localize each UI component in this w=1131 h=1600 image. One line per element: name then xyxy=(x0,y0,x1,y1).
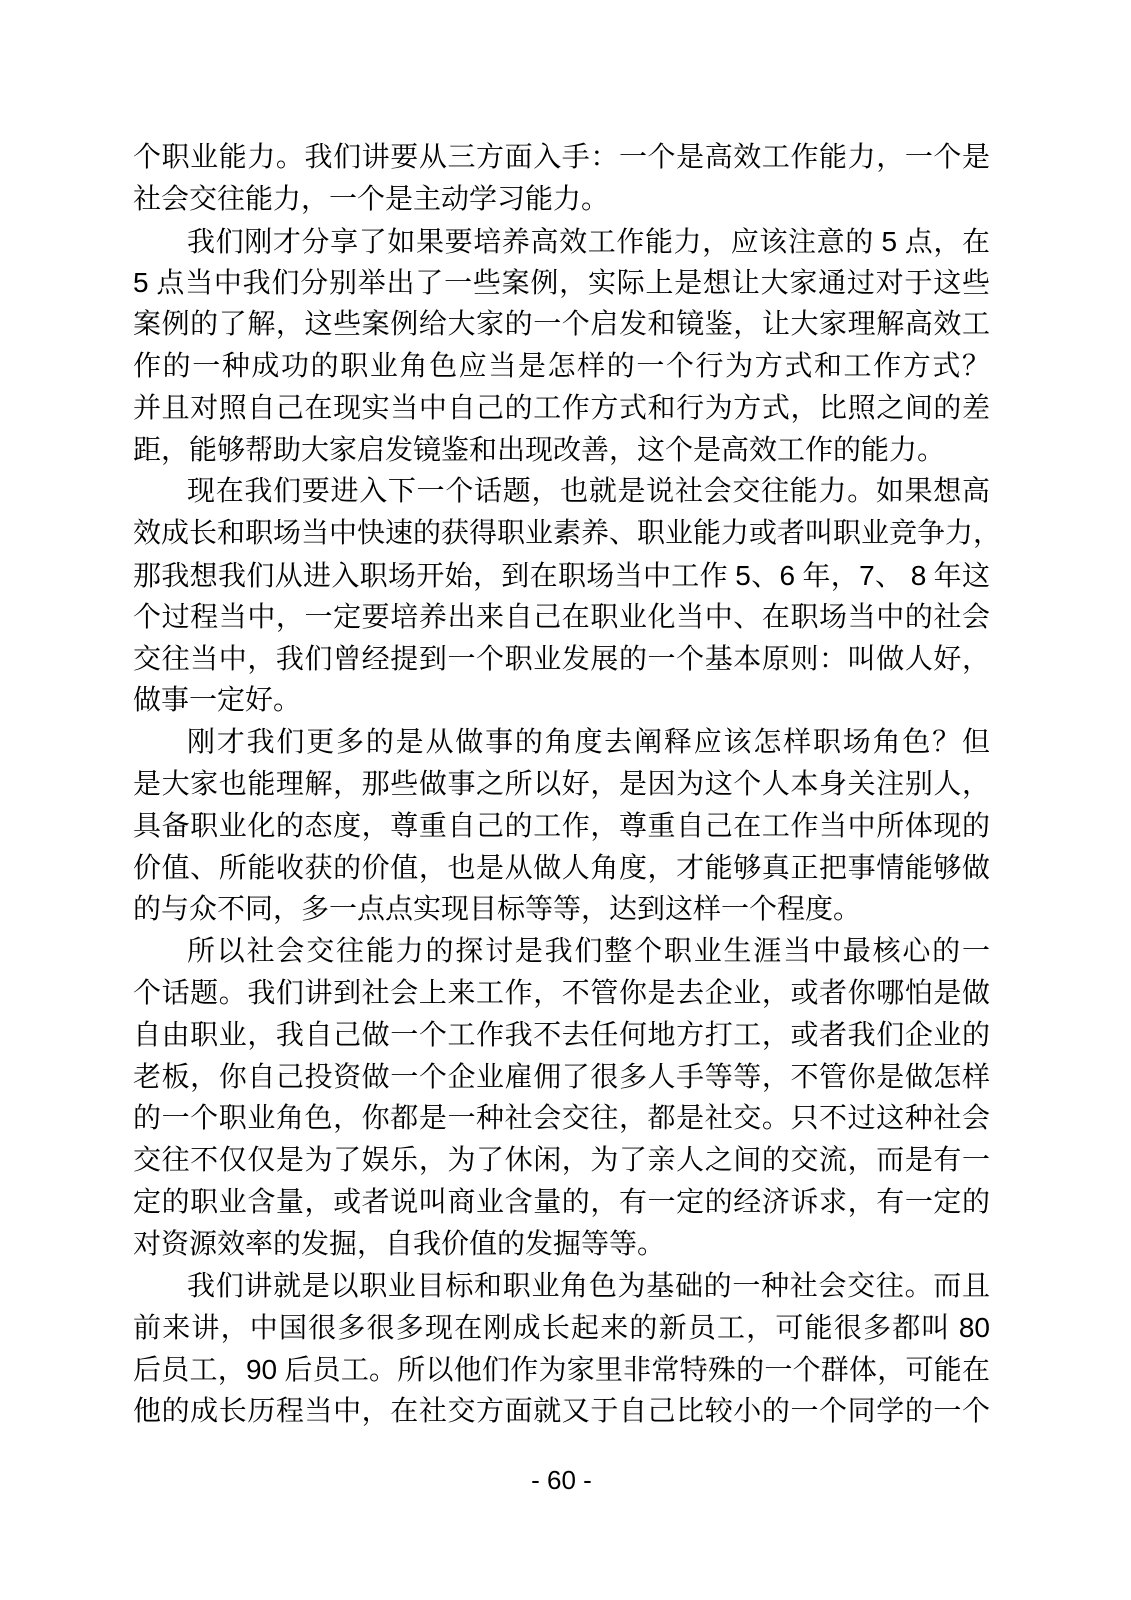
text-line: 前来讲，中国很多很多现在刚成长起来的新员工，可能很多都叫 80 xyxy=(133,1312,990,1345)
text-line: 5 点当中我们分别举出了一些案例，实际上是想让大家通过对于这些 xyxy=(133,267,990,300)
text-line: 现在我们要进入下一个话题，也就是说社会交往能力。如果想高 xyxy=(187,476,990,508)
text-line: 我们刚才分享了如果要培养高效工作能力，应该注意的 5 点，在 xyxy=(187,225,990,258)
text-line: 他的成长历程当中，在社交方面就又于自己比较小的一个同学的一个 xyxy=(133,1395,990,1427)
text-line: 作的一种成功的职业角色应当是怎样的一个行为方式和工作方式？ xyxy=(133,350,990,382)
text-line: 社会交往能力，一个是主动学习能力。 xyxy=(133,183,610,215)
text-line: 交往不仅仅是为了娱乐，为了休闲，为了亲人之间的交流，而是有一 xyxy=(133,1145,990,1177)
text-line: 价值、所能收获的价值，也是从做人角度，才能够真正把事情能够做 xyxy=(133,852,990,884)
text-line: 距，能够帮助大家启发镜鉴和出现改善，这个是高效工作的能力。 xyxy=(133,434,946,466)
text-line: 个话题。我们讲到社会上来工作，不管你是去企业，或者你哪怕是做 xyxy=(133,977,990,1009)
text-line: 的与众不同，多一点点实现目标等等，达到这样一个程度。 xyxy=(133,894,862,926)
text-line: 那我想我们从进入职场开始，到在职场当中工作 5、6 年，7、 8 年这 xyxy=(133,559,990,592)
text-line: 是大家也能理解，那些做事之所以好，是因为这个人本身关注别人， xyxy=(133,768,990,800)
text-line: 我们讲就是以职业目标和职业角色为基础的一种社会交往。而且 xyxy=(187,1270,990,1302)
text-line: 交往当中，我们曾经提到一个职业发展的一个基本原则：叫做人好， xyxy=(133,643,990,675)
text-line: 具备职业化的态度，尊重自己的工作，尊重自己在工作当中所体现的 xyxy=(133,810,990,842)
text-line: 所以社会交往能力的探讨是我们整个职业生涯当中最核心的一 xyxy=(187,936,990,968)
text-line: 自由职业，我自己做一个工作我不去任何地方打工，或者我们企业的 xyxy=(133,1019,990,1051)
text-line: 刚才我们更多的是从做事的角度去阐释应该怎样职场角色？但 xyxy=(187,727,990,759)
text-line: 老板，你自己投资做一个企业雇佣了很多人手等等，不管你是做怎样 xyxy=(133,1061,990,1093)
text-line: 后员工，90 后员工。所以他们作为家里非常特殊的一个群体，可能在 xyxy=(133,1354,990,1387)
text-line: 定的职业含量，或者说叫商业含量的，有一定的经济诉求，有一定的 xyxy=(133,1186,990,1218)
text-line: 个过程当中，一定要培养出来自己在职业化当中、在职场当中的社会 xyxy=(133,601,990,633)
text-line: 并且对照自己在现实当中自己的工作方式和行为方式，比照之间的差 xyxy=(133,392,990,424)
page-text xyxy=(133,137,1002,1433)
text-line: 案例的了解，这些案例给大家的一个启发和镜鉴，让大家理解高效工 xyxy=(133,309,990,341)
text-line: 做事一定好。 xyxy=(133,685,302,717)
text-line: 的一个职业角色，你都是一种社会交往，都是社交。只不过这种社会 xyxy=(133,1103,990,1135)
text-line: 个职业能力。我们讲要从三方面入手：一个是高效工作能力，一个是 xyxy=(133,142,990,173)
text-line: 对资源效率的发掘，自我价值的发掘等等。 xyxy=(133,1228,666,1260)
page-number: - 60 - xyxy=(531,1465,592,1495)
text-line: 效成长和职场当中快速的获得职业素养、职业能力或者叫职业竞争力， xyxy=(133,518,1002,550)
